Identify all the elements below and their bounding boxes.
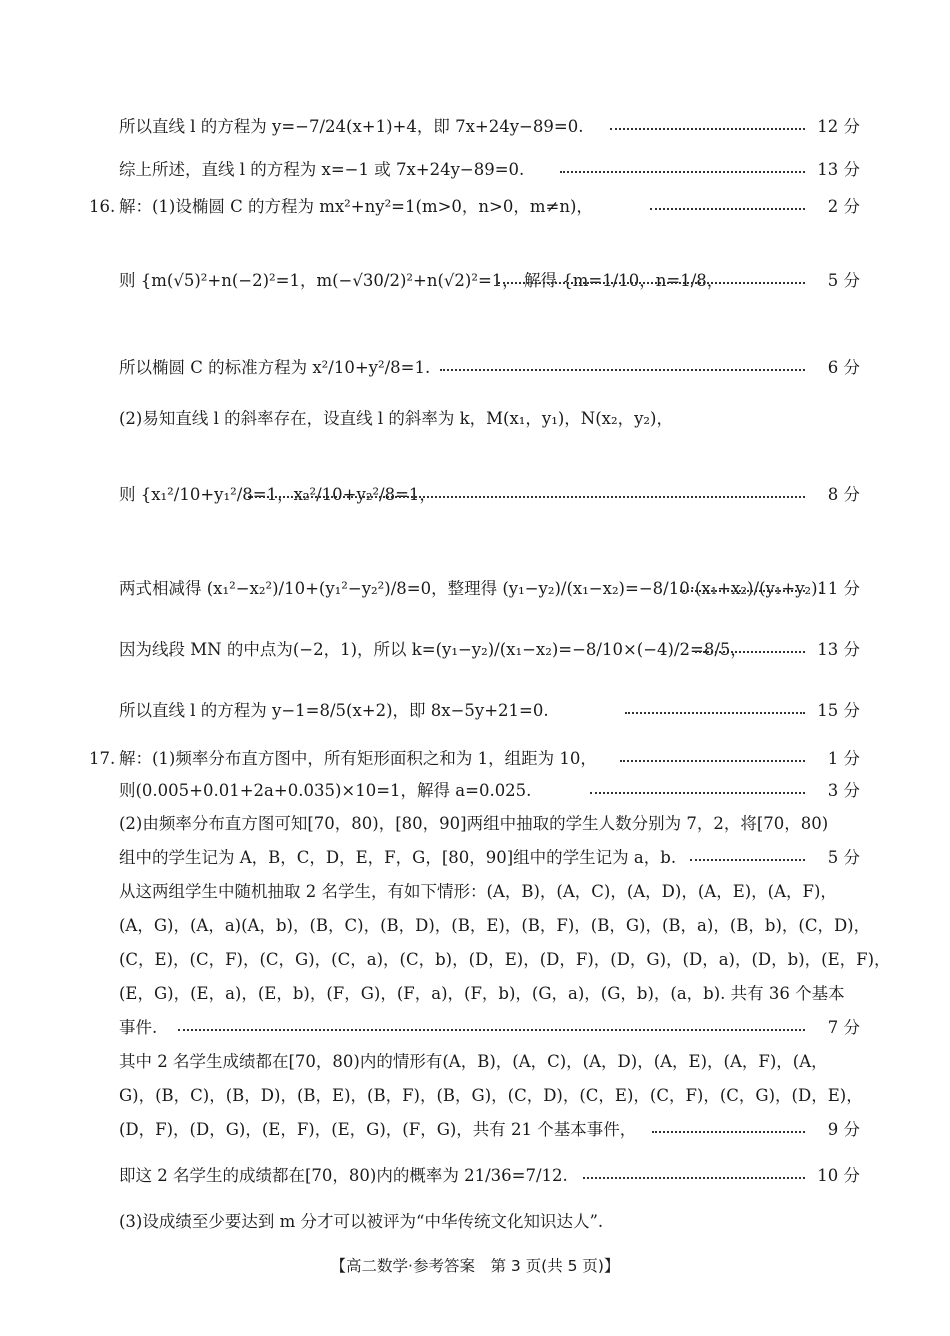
- line-text: 从这两组学生中随机抽取 2 名学生，有如下情形：(A，B)，(A，C)，(A，D)，(A，E)，(A，F)，: [119, 882, 837, 901]
- line-3: [0, 192, 950, 222]
- line-text: 所以直线 l 的方程为 y=−7/24(x+1)+4，即 7x+24y−89=0.: [119, 117, 584, 136]
- score: 7 分: [827, 1018, 860, 1037]
- line-13: [0, 809, 950, 839]
- line-16: [0, 911, 950, 941]
- line-7: [0, 445, 950, 545]
- line-5: [0, 353, 950, 383]
- line-text: 则 {m(√5)²+n(−2)²=1，m(−√30/2)²+n(√2)²=1， 解得 {m=1/10，n=1/8，: [119, 271, 724, 290]
- line-text: (C，E)，(C，F)，(C，G)，(C，a)，(C，b)，(D，E)，(D，F)，(D，G)，(D，a)，(D，b)，(E，F)，: [119, 950, 891, 969]
- line-text: 所以直线 l 的方程为 y−1=8/5(x+2)，即 8x−5y+21=0.: [119, 701, 549, 720]
- line-19: [0, 1013, 950, 1043]
- line-18: [0, 979, 950, 1009]
- line-text: (E，G)，(E，a)，(E，b)，(F，G)，(F，a)，(F，b)，(G，a)，(G，b)，(a，b). 共有 36 个基本: [119, 984, 845, 1003]
- page-footer: 【高二数学·参考答案 第 3 页(共 5 页)】: [330, 1257, 620, 1275]
- line-text: 解：(1)设椭圆 C 的方程为 mx²+ny²=1(m>0，n>0，m≠n)，: [119, 197, 593, 216]
- score: 5 分: [827, 848, 860, 867]
- line-text: (D，F)，(D，G)，(E，F)，(E，G)，(F，G)，共有 21 个基本事件，: [119, 1120, 637, 1139]
- line-text: (A，G)，(A，a)(A，b)，(B，C)，(B，D)，(B，E)，(B，F)，(B，G)，(B，a)，(B，b)，(C，D)，: [119, 916, 871, 935]
- score: 1 分: [827, 749, 860, 768]
- score: 13 分: [817, 160, 860, 179]
- score: 11 分: [817, 579, 860, 598]
- line-2: [0, 155, 950, 185]
- score: 15 分: [817, 701, 860, 720]
- line-text: (3)设成绩至少要达到 m 分才可以被评为“中华传统文化知识达人”.: [119, 1212, 604, 1231]
- line-23: [0, 1161, 950, 1191]
- line-14: [0, 843, 950, 873]
- line-text: 因为线段 MN 的中点为(−2，1)，所以 k=(y₁−y₂)/(x₁−x₂)=−8/10×(−4)/2=8/5，: [119, 640, 747, 659]
- score: 2 分: [827, 197, 860, 216]
- line-text: 即这 2 名学生的成绩都在[70，80)内的概率为 21/36=7/12.: [119, 1166, 568, 1185]
- score: 6 分: [827, 358, 860, 377]
- line-text: 解：(1)频率分布直方图中，所有矩形面积之和为 1，组距为 10，: [119, 749, 597, 768]
- line-text: 则 {x₁²/10+y₁²/8=1，x₂²/10+y₂²/8=1，: [119, 485, 436, 504]
- score: 5 分: [827, 271, 860, 290]
- line-9: [0, 635, 950, 665]
- question-number: 16.: [89, 197, 116, 216]
- score: 12 分: [817, 117, 860, 136]
- score: 8 分: [827, 485, 860, 504]
- line-text: 所以椭圆 C 的标准方程为 x²/10+y²/8=1.: [119, 358, 431, 377]
- line-text: (2)易知直线 l 的斜率存在，设直线 l 的斜率为 k，M(x₁，y₁)，N(x₂，y₂)，: [119, 409, 673, 428]
- score: 9 分: [827, 1120, 860, 1139]
- line-15: [0, 877, 950, 907]
- line-10: [0, 696, 950, 726]
- line-1: [0, 112, 950, 142]
- line-20: [0, 1047, 950, 1077]
- line-12: [0, 776, 950, 806]
- line-text: 事件.: [119, 1018, 158, 1037]
- line-text: G)，(B，C)，(B，D)，(B，E)，(B，F)，(B，G)，(C，D)，(C，E)，(C，F)，(C，G)，(D，E)，: [119, 1086, 863, 1105]
- line-text: 综上所述，直线 l 的方程为 x=−1 或 7x+24y−89=0.: [119, 160, 525, 179]
- line-21: [0, 1081, 950, 1111]
- line-text: 两式相减得 (x₁²−x₂²)/10+(y₁²−y₂²)/8=0，整理得 (y₁−y₂)/(x₁−x₂)=−8/10·(x₁+x₂)/(y₁+y₂).: [119, 579, 823, 598]
- score: 13 分: [817, 640, 860, 659]
- line-text: (2)由频率分布直方图可知[70，80)，[80，90]两组中抽取的学生人数分别为 7，2，将[70，80): [119, 814, 829, 833]
- line-11: [0, 744, 950, 774]
- line-22: [0, 1115, 950, 1145]
- score: 3 分: [827, 781, 860, 800]
- line-8: [0, 574, 950, 604]
- line-24: [0, 1207, 950, 1237]
- line-text: 组中的学生记为 A，B，C，D，E，F，G，[80，90]组中的学生记为 a，b.: [119, 848, 677, 867]
- line-text: 其中 2 名学生成绩都在[70，80)内的情形有(A，B)，(A，C)，(A，D)，(A，E)，(A，F)，(A，: [119, 1052, 828, 1071]
- line-text: 则(0.005+0.01+2a+0.035)×10=1，解得 a=0.025.: [119, 781, 532, 800]
- line-4: [0, 236, 950, 326]
- score: 10 分: [817, 1166, 860, 1185]
- line-17: [0, 945, 950, 975]
- question-number: 17.: [89, 749, 116, 768]
- line-6: [0, 404, 950, 434]
